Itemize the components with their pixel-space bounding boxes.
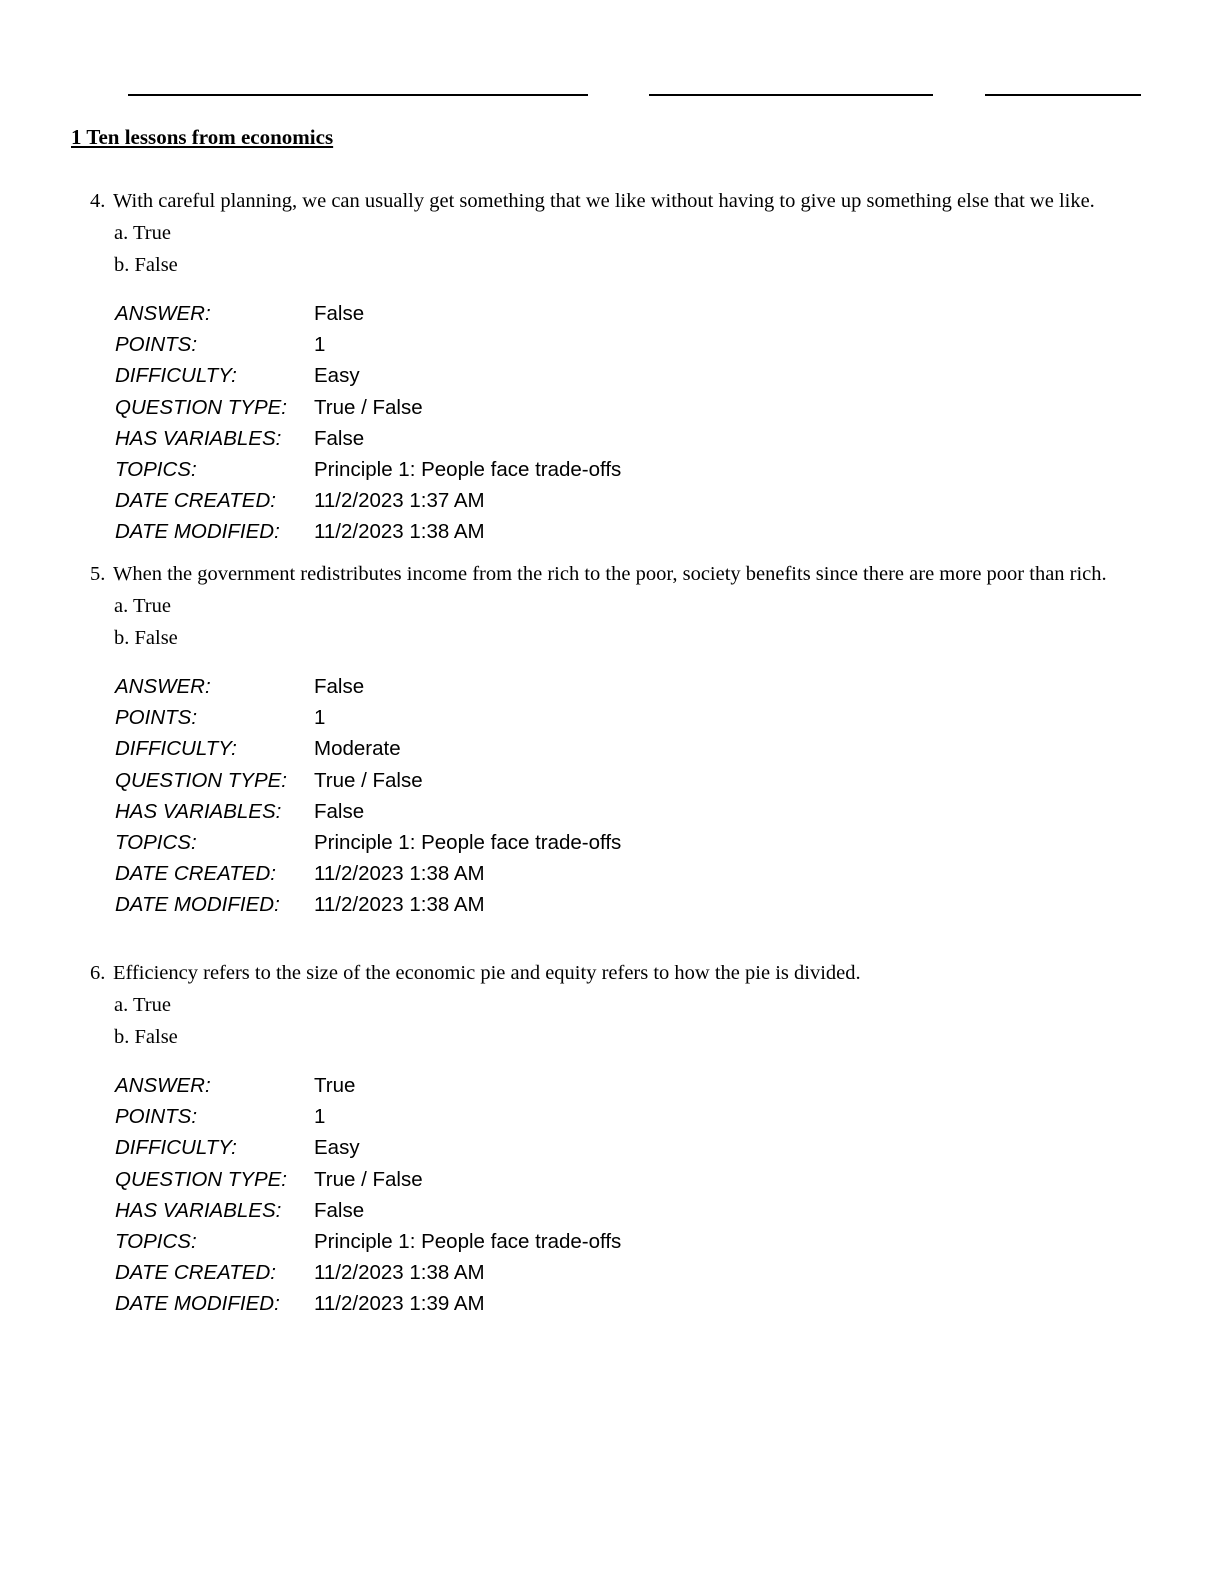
- date-created-label: DATE CREATED:: [115, 489, 276, 513]
- question-stem: [90, 188, 1170, 215]
- date-created-row: [115, 1257, 1170, 1288]
- points-row: [115, 702, 1170, 733]
- question-block: [90, 188, 1170, 548]
- date-created-value: 11/2/2023 1:37 AM: [314, 489, 485, 513]
- name-blank-line: [128, 94, 588, 96]
- has-variables-label: HAS VARIABLES:: [115, 1198, 282, 1222]
- question-text: With careful planning, we can usually get something that we like without having to give up something else that we like.: [113, 190, 1095, 212]
- question-block: [90, 561, 1170, 921]
- answer-row: [115, 1070, 1170, 1101]
- question-type-value: True / False: [314, 395, 423, 419]
- points-value: 1: [314, 1105, 326, 1129]
- question-number: 5.: [90, 563, 106, 585]
- question-text: When the government redistributes income from the rich to the poor, society benefits since there are more poor than rich.: [113, 563, 1107, 585]
- question-stem: [90, 561, 1170, 588]
- answer-label: ANSWER:: [115, 302, 211, 325]
- date-modified-label: DATE MODIFIED:: [115, 520, 280, 544]
- option-a: a. True: [114, 595, 171, 617]
- difficulty-value: Moderate: [314, 737, 401, 761]
- answer-value: True: [314, 1074, 356, 1097]
- question-type-row: [115, 1164, 1170, 1195]
- date-modified-label: DATE MODIFIED:: [115, 893, 280, 917]
- answer-value: False: [314, 675, 365, 698]
- topics-row: [115, 827, 1170, 858]
- topics-value: Principle 1: People face trade-offs: [314, 1230, 622, 1254]
- difficulty-label: DIFFICULTY:: [115, 1136, 237, 1160]
- points-value: 1: [314, 706, 326, 730]
- topics-label: TOPICS:: [115, 1230, 197, 1254]
- question-text: Efficiency refers to the size of the economic pie and equity refers to how the pie is divided.: [113, 962, 861, 984]
- difficulty-label: DIFFICULTY:: [115, 364, 237, 388]
- date-created-value: 11/2/2023 1:38 AM: [314, 1261, 485, 1285]
- question-type-label: QUESTION TYPE:: [115, 768, 287, 792]
- option-b: b. False: [114, 254, 178, 276]
- has-variables-value: False: [314, 799, 365, 823]
- difficulty-value: Easy: [314, 1136, 360, 1160]
- date-modified-value: 11/2/2023 1:38 AM: [314, 520, 485, 544]
- question-type-value: True / False: [314, 1167, 423, 1191]
- date-created-value: 11/2/2023 1:38 AM: [314, 862, 485, 886]
- topics-row: [115, 1226, 1170, 1257]
- option-b: b. False: [114, 627, 178, 649]
- section-title: 1 Ten lessons from economics: [71, 125, 334, 149]
- date-created-label: DATE CREATED:: [115, 1261, 276, 1285]
- topics-value: Principle 1: People face trade-offs: [314, 831, 622, 855]
- points-label: POINTS:: [115, 706, 198, 730]
- date-blank-line: [985, 94, 1141, 96]
- difficulty-row: [115, 733, 1170, 764]
- date-modified-value: 11/2/2023 1:39 AM: [314, 1292, 485, 1316]
- topics-row: [115, 454, 1170, 485]
- answer-label: ANSWER:: [115, 675, 211, 698]
- has-variables-value: False: [314, 426, 365, 450]
- topics-label: TOPICS:: [115, 831, 197, 855]
- points-label: POINTS:: [115, 1105, 198, 1129]
- difficulty-row: [115, 360, 1170, 391]
- difficulty-value: Easy: [314, 364, 360, 388]
- question-type-value: True / False: [314, 768, 423, 792]
- topics-value: Principle 1: People face trade-offs: [314, 458, 622, 482]
- question-block: [90, 960, 1170, 1320]
- question-metadata: [115, 298, 1170, 548]
- has-variables-label: HAS VARIABLES:: [115, 426, 282, 450]
- question-type-row: [115, 392, 1170, 423]
- question-stem: [90, 960, 1170, 987]
- topics-label: TOPICS:: [115, 458, 197, 482]
- answer-row: [115, 298, 1170, 329]
- class-blank-line: [649, 94, 933, 96]
- date-created-row: [115, 485, 1170, 516]
- date-modified-label: DATE MODIFIED:: [115, 1292, 280, 1316]
- answer-row: [115, 671, 1170, 702]
- date-modified-row: [115, 1288, 1170, 1319]
- question-metadata: [115, 671, 1170, 921]
- answer-value: False: [314, 302, 365, 325]
- question-number: 6.: [90, 962, 106, 984]
- option-a: a. True: [114, 222, 171, 244]
- has-variables-row: [115, 1195, 1170, 1226]
- question-type-label: QUESTION TYPE:: [115, 1167, 287, 1191]
- date-created-label: DATE CREATED:: [115, 862, 276, 886]
- question-type-label: QUESTION TYPE:: [115, 395, 287, 419]
- points-row: [115, 329, 1170, 360]
- answer-label: ANSWER:: [115, 1074, 211, 1097]
- option-a: a. True: [114, 994, 171, 1016]
- question-metadata: [115, 1070, 1170, 1320]
- difficulty-label: DIFFICULTY:: [115, 737, 237, 761]
- date-modified-row: [115, 516, 1170, 547]
- has-variables-row: [115, 423, 1170, 454]
- points-label: POINTS:: [115, 333, 198, 357]
- difficulty-row: [115, 1132, 1170, 1163]
- points-value: 1: [314, 333, 326, 357]
- date-modified-value: 11/2/2023 1:38 AM: [314, 893, 485, 917]
- question-number: 4.: [90, 190, 106, 212]
- has-variables-row: [115, 796, 1170, 827]
- date-modified-row: [115, 889, 1170, 920]
- option-b: b. False: [114, 1026, 178, 1048]
- points-row: [115, 1101, 1170, 1132]
- question-type-row: [115, 765, 1170, 796]
- has-variables-label: HAS VARIABLES:: [115, 799, 282, 823]
- date-created-row: [115, 858, 1170, 889]
- has-variables-value: False: [314, 1198, 365, 1222]
